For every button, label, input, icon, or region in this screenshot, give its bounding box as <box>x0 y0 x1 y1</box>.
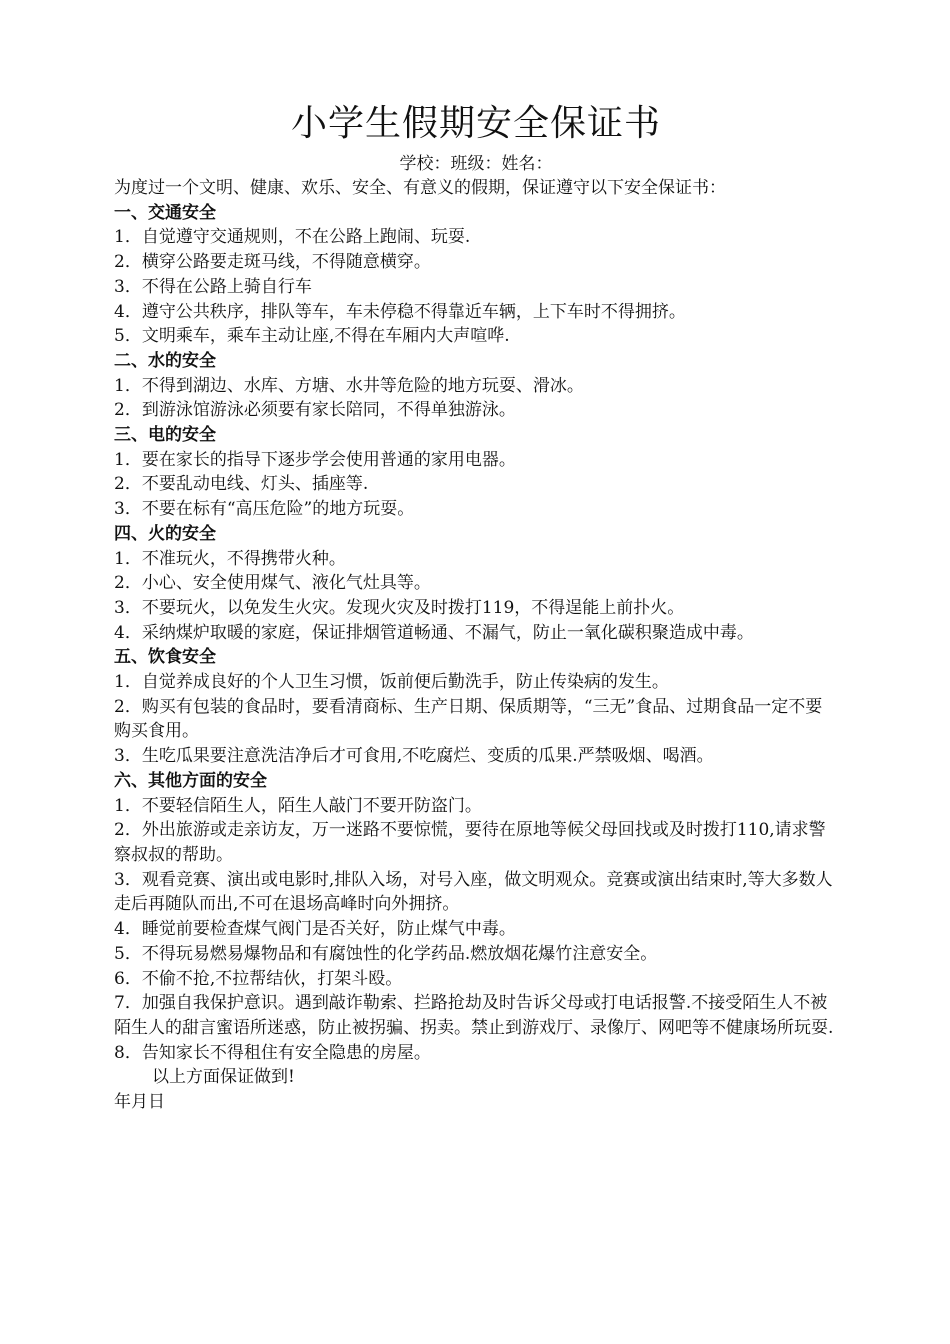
section-item: 3．观看竞赛、演出或电影时,排队入场，对号入座，做文明观众。竞赛或演出结束时,等大多数人走后再随队而出,不可在退场高峰时向外拥挤。 <box>114 869 833 915</box>
sections-container <box>114 201 838 1066</box>
section-item: 2．外出旅游或走亲访友，万一迷路不要惊慌，要待在原地等候父母回找或及时拨打110,请求警察叔叔的帮助。 <box>114 820 826 865</box>
section-item: 7．加强自我保护意识。遇到敲诈勒索、拦路抢劫及时告诉父母或打电话报警.不接受陌生人不被陌生人的甜言蜜语所迷惑，防止被拐骗、拐卖。禁止到游戏厅、录像厅、网吧等不健康场所玩耍. <box>114 993 834 1038</box>
school-class-name-line: 学校：班级：姓名： <box>399 154 553 174</box>
closing-statement: 以上方面保证做到! <box>152 1067 295 1088</box>
section-heading: 二、水的安全 <box>114 350 216 371</box>
section-item: 3．不要在标有“高压危险”的地方玩耍。 <box>114 499 415 520</box>
section-item: 3．不得在公路上骑自行车 <box>114 276 312 297</box>
section-item: 1．自觉养成良好的个人卫生习惯，饭前便后勤洗手，防止传染病的发生。 <box>114 672 669 693</box>
document-title: 小学生假期安全保证书 <box>290 103 661 144</box>
section-heading: 四、火的安全 <box>114 523 216 544</box>
section-item: 8．告知家长不得租住有安全隐患的房屋。 <box>114 1042 431 1063</box>
section-item: 3．生吃瓜果要注意洗洁净后才可食用,不吃腐烂、变质的瓜果.严禁吸烟、喝酒。 <box>114 746 714 767</box>
date-line: 年月日 <box>114 1092 165 1113</box>
section-item: 4．睡觉前要检查煤气阀门是否关好，防止煤气中毒。 <box>114 919 516 940</box>
section-heading: 一、交通安全 <box>114 202 216 223</box>
section-item: 5．文明乘车，乘车主动让座,不得在车厢内大声喧哗. <box>114 326 510 347</box>
section-item: 4．采纳煤炉取暖的家庭，保证排烟管道畅通、不漏气，防止一氧化碳积聚造成中毒。 <box>114 622 754 643</box>
intro-paragraph: 为度过一个文明、健康、欢乐、安全、有意义的假期，保证遵守以下安全保证书： <box>114 178 726 198</box>
section-heading: 六、其他方面的安全 <box>114 770 267 791</box>
section-item: 1．要在家长的指导下逐步学会使用普通的家用电器。 <box>114 449 516 470</box>
section-item: 3．不要玩火，以免发生火灾。发现火灾及时拨打119，不得逞能上前扑火。 <box>114 597 685 618</box>
document-page <box>114 96 838 1115</box>
section-item: 1．不得到湖边、水库、方塘、水井等危险的地方玩耍、滑冰。 <box>114 375 584 396</box>
section-item: 2．到游泳馆游泳必须要有家长陪同，不得单独游泳。 <box>114 400 516 421</box>
section-item: 2．小心、安全使用煤气、液化气灶具等。 <box>114 573 431 594</box>
section-item: 1．不要轻信陌生人，陌生人敲门不要开防盗门。 <box>114 795 482 816</box>
section-item: 6．不偷不抢,不拉帮结伙，打架斗殴。 <box>114 968 403 989</box>
section-item: 5．不得玩易燃易爆物品和有腐蚀性的化学药品.燃放烟花爆竹注意安全。 <box>114 943 658 964</box>
section-item: 2．横穿公路要走斑马线，不得随意横穿。 <box>114 252 431 273</box>
section-item: 2．购买有包装的食品时，要看清商标、生产日期、保质期等，“三无”食品、过期食品一定不要购买食用。 <box>114 696 823 742</box>
section-heading: 三、电的安全 <box>114 425 216 446</box>
section-item: 2．不要乱动电线、灯头、插座等. <box>114 474 369 495</box>
section-item: 1．自觉遵守交通规则，不在公路上跑闹、玩耍. <box>114 227 471 248</box>
section-item: 4．遵守公共秩序，排队等车，车未停稳不得靠近车辆，上下车时不得拥挤。 <box>114 301 686 322</box>
section-heading: 五、饮食安全 <box>114 647 216 668</box>
section-item: 1．不准玩火，不得携带火种。 <box>114 548 346 569</box>
